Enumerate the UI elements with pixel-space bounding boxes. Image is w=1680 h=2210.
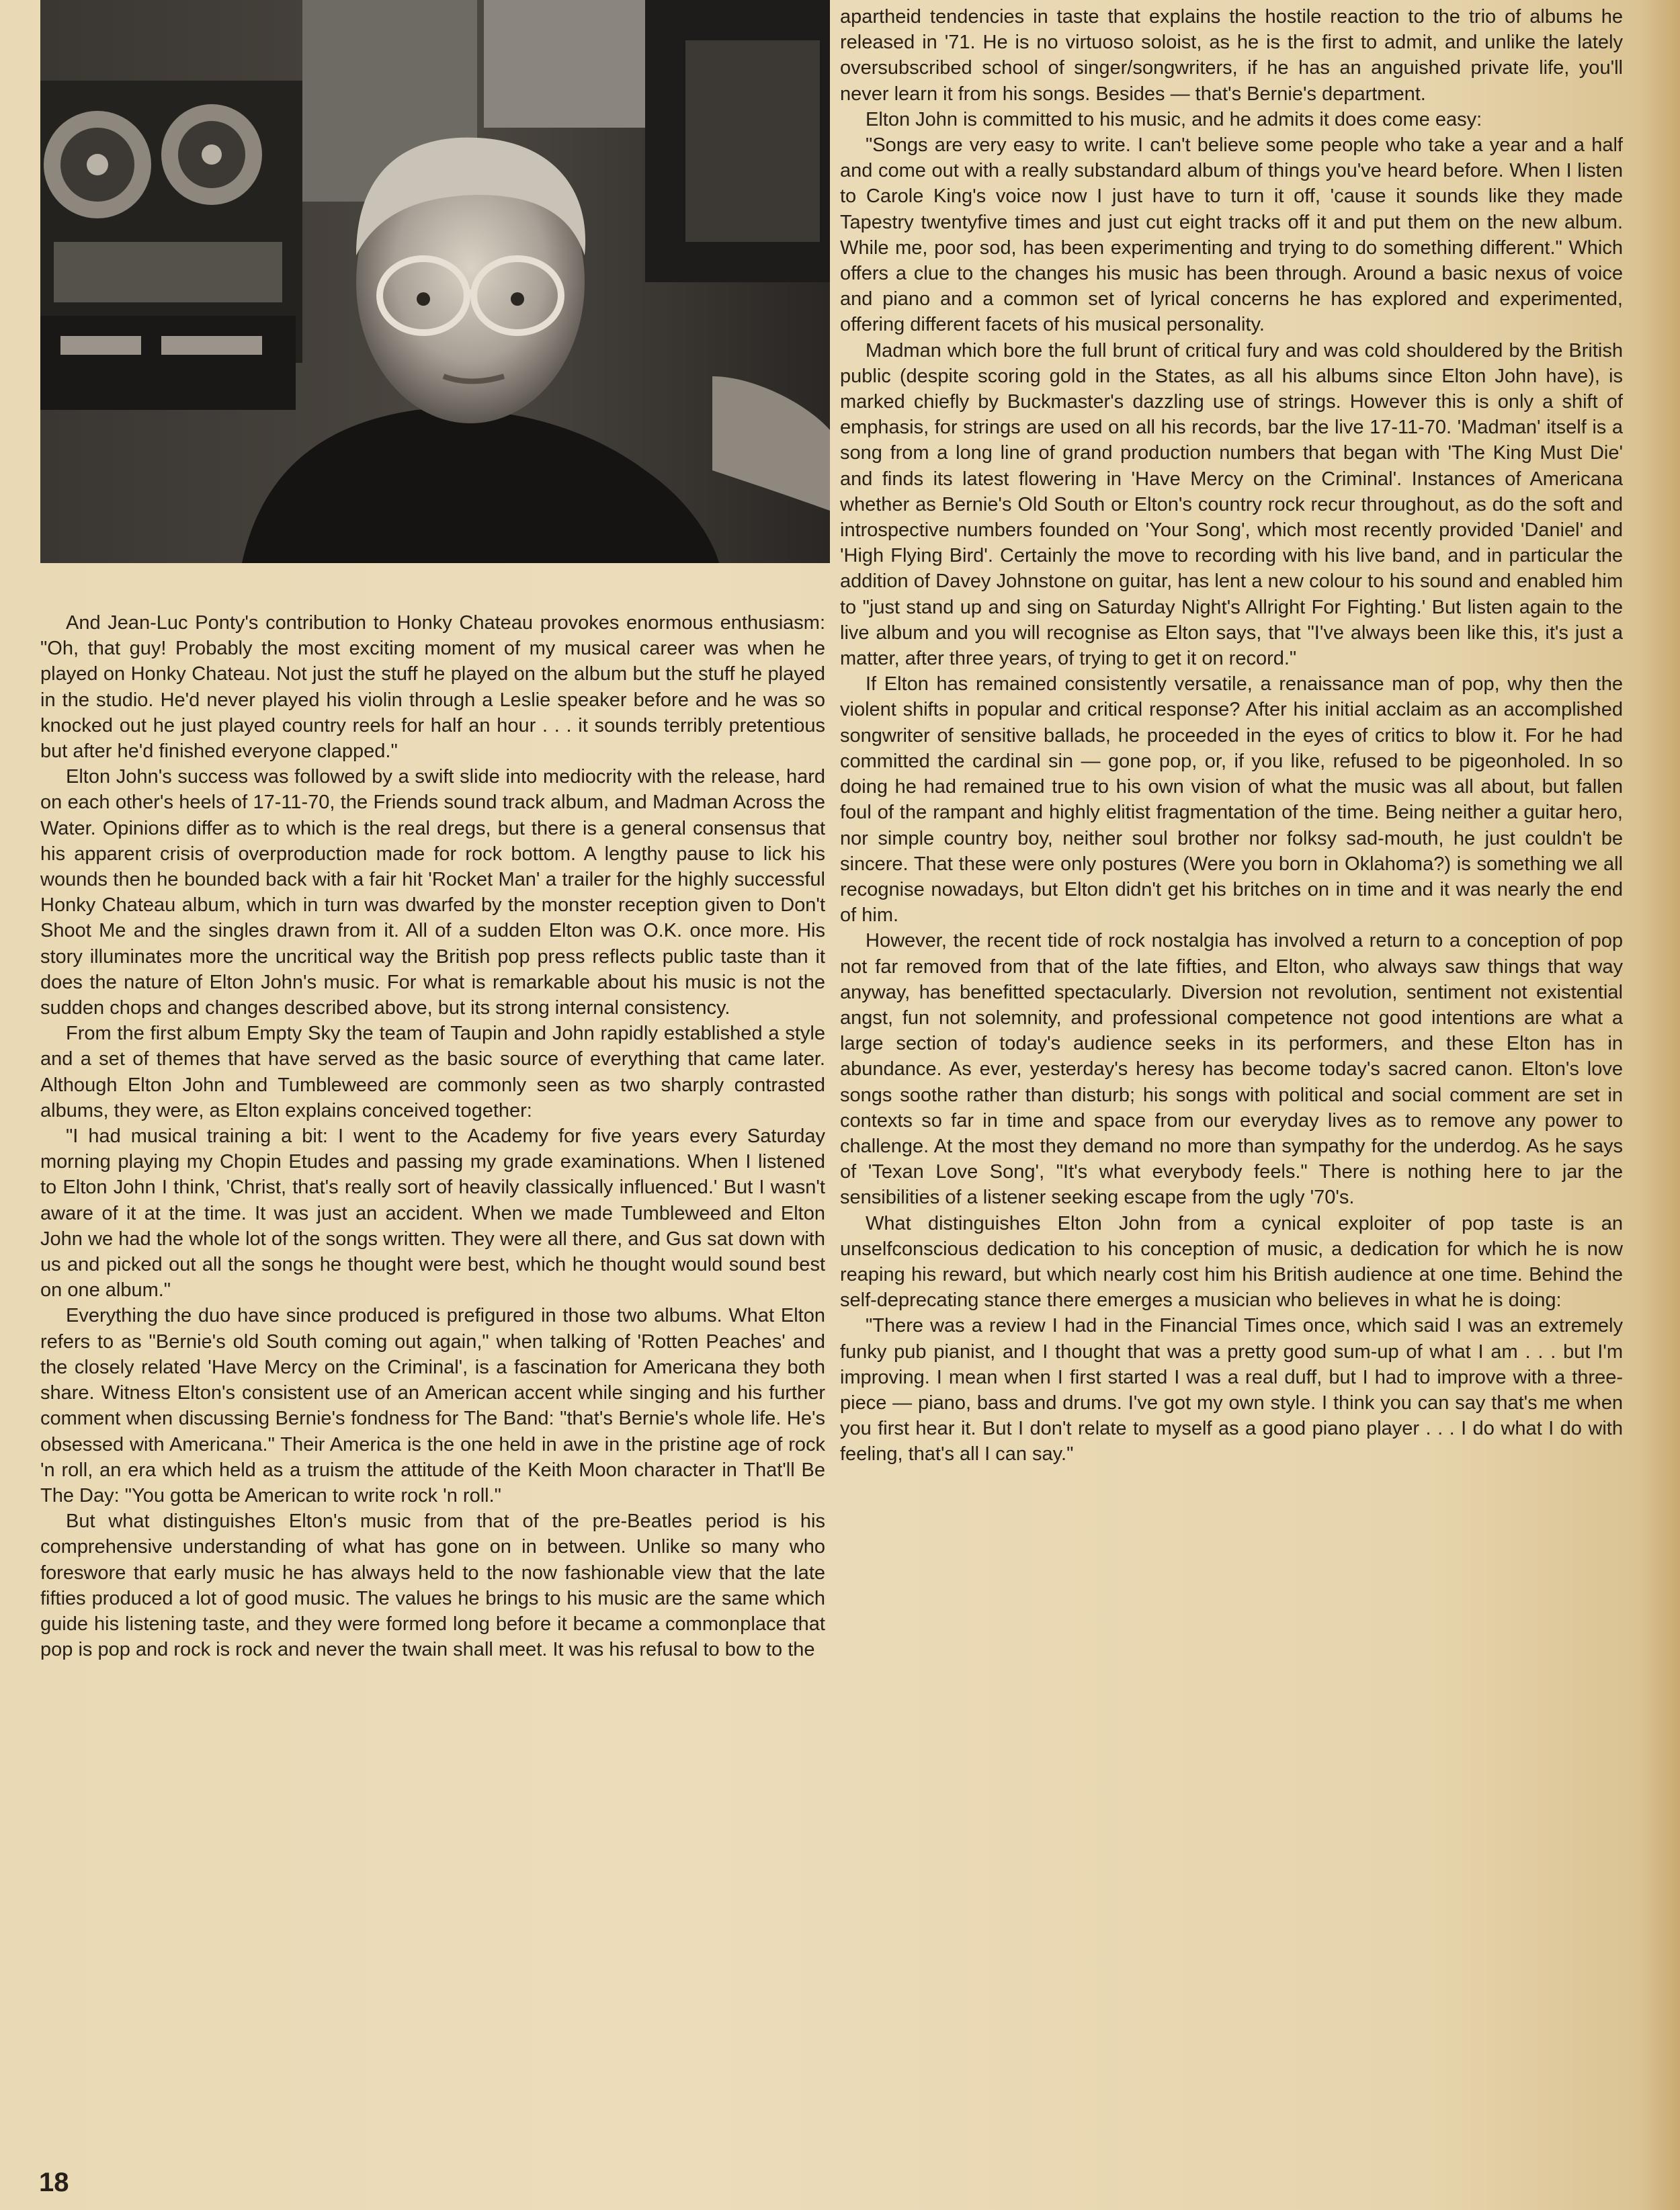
- paragraph: If Elton has remained consistently versatile, a renaissance man of pop, why then the violent shifts in popular and critical response? After his initial acclaim as an accomplished songwriter of sensitive ballads, he proceeded in the eyes of critics to blow it. For he had committed the cardinal sin — gone pop, or, if you like, refused to be pigeonholed. In so doing he had remained true to his own vision of what the music was all about, but fallen foul of the rampant and highly elitist fragmentation of the time. Being neither a guitar hero, nor simple country boy, neither soul brother nor folksy sad-mouth, he just couldn't be sincere. That these were only postures (Were you born in Oklahoma?) is something we all recognise nowadays, but Elton didn't get his britches on in time and it was nearly the end of him.: [840, 673, 1623, 927]
- photo-elton-john-studio: [40, 0, 830, 563]
- paragraph: Elton John's success was followed by a swift slide into mediocrity with the release, hard on each other's heels of 17-11-70, the Friends sound track album, and Madman Across the Water. Opinions differ as to which is the real dregs, but there is a general consensus that his apparent crisis of overproduction made for rock bottom. A lengthy pause to lick his wounds then he bounded back with a fair hit 'Rocket Man' a trailer for the highly successful Honky Chateau album, which in turn was dwarfed by the monster reception given to Don't Shoot Me and the singles drawn from it. All of a sudden Elton was O.K. once more. His story illuminates more the uncritical way the British pop press reflects public taste than it does the nature of Elton John's music. For what is remarkable about his music is not the sudden chops and changes described above, but its strong internal consistency.: [40, 766, 825, 1019]
- article-left-column: [40, 610, 825, 1662]
- page-edge-shadow: [1640, 0, 1680, 2210]
- photo-image: [40, 0, 830, 563]
- paragraph: But what distinguishes Elton's music from that of the pre-Beatles period is his comprehensive understanding of what has gone on in between. Unlike so many who foreswore that early music he has always held to the now fashionable view that the late fifties produced a lot of good music. The values he brings to his music are the same which guide his listening taste, and they were formed long before it became a commonplace that pop is pop and rock is rock and never the twain shall meet. It was his refusal to bow to the: [40, 1511, 825, 1661]
- paragraph: "I had musical training a bit: I went to the Academy for five years every Saturday morning playing my Chopin Etudes and passing my grade examinations. When I listened to Elton John I think, 'Christ, that's really sort of heavily classically influenced.' But I wasn't aware of it at the time. It was just an accident. When we made Tumbleweed and Elton John we had the whole lot of the songs written. They were all there, and Gus sat down with us and picked out all the songs he thought were best, which he thought would sound best on one album.": [40, 1125, 825, 1302]
- paragraph: And Jean-Luc Ponty's contribution to Honky Chateau provokes enormous enthusiasm: "Oh, that guy! Probably the most exciting moment of my musical career was when he played on Honky Chateau. Not just the stuff he played on the album but the stuff he played in the studio. He'd never played his violin through a Leslie speaker before and he was so knocked out he just played country reels for half an hour . . . it sounds terribly pretentious but after he'd finished everyone clapped.": [40, 612, 825, 763]
- paragraph: What distinguishes Elton John from a cynical exploiter of pop taste is an unselfconscious dedication to his conception of music, a dedication for which he is now reaping his reward, but which nearly cost him his British audience at one time. Behind the self-deprecating stance there emerges a musician who believes in what he is doing:: [840, 1212, 1623, 1312]
- paragraph: From the first album Empty Sky the team of Taupin and John rapidly established a style and a set of themes that have served as the basic source of everything that came later. Although Elton John and Tumbleweed are commonly seen as two sharply contrasted albums, they were, as Elton explains conceived together:: [40, 1023, 825, 1121]
- paragraph: "There was a review I had in the Financial Times once, which said I was an extremely funky pub pianist, and I thought that was a pretty good sum-up of what I am . . . but I'm improving. I mean when I first started I was a real duff, but I had to improve with a three-piece — piano, bass and drums. I've got my own style. I think you can say that's me when you first hear it. But I don't relate to myself as a good piano player . . . I do what I do with feeling, that's all I can say.": [840, 1315, 1623, 1465]
- paragraph: "Songs are very easy to write. I can't believe some people who take a year and a half and come out with a really substandard album of things you've heard before. When I listen to Carole King's voice now I just have to turn it off, 'cause it sounds like they made Tapestry twentyfive times and just cut eight tracks off it and put them on the new album. While me, poor sod, has been experimenting and trying to do something different." Which offers a clue to the changes his music has been through. Around a basic nexus of voice and piano and a common set of lyrical concerns he has explored and experimented, offering different facets of his musical personality.: [840, 134, 1623, 336]
- paragraph: Elton John is committed to his music, and he admits it does come easy:: [866, 108, 1482, 130]
- article-right-column: [840, 4, 1623, 1468]
- page-number: 18: [39, 2168, 69, 2197]
- paragraph: Madman which bore the full brunt of critical fury and was cold shouldered by the British public (despite scoring gold in the States, as all his albums since Elton John have), is marked chiefly by Buckmaster's dazzling use of strings. However this is only a shift of emphasis, for strings are used on all his records, bar the live 17-11-70. 'Madman' itself is a song from a long line of grand production numbers that began with 'The King Must Die' and finds its latest flowering in 'Have Mercy on the Criminal'. Instances of Americana whether as Bernie's Old South or Elton's country rock recur throughout, as do the soft and introspective numbers founded on 'Your Song', which most recently provided 'Daniel' and 'High Flying Bird'. Certainly the move to recording with his live band, and in particular the addition of Davey Johnstone on guitar, has lent a new colour to his sound and enabled him to "just stand up and sing on Saturday Night's Allright For Fighting.' But listen again to the live album and you will recognise as Elton says, that "I've always been like this, it's just a matter, after three years, of trying to get it on record.": [840, 339, 1623, 670]
- paragraph: However, the recent tide of rock nostalgia has involved a return to a conception of pop not far removed from that of the late fifties, and Elton, who always saw things that way anyway, has benefitted spectacularly. Diversion not revolution, sentiment not existential angst, fun not solemnity, and professional competence not good intentions are what a large section of today's audience seeks in its performers, and these Elton has in abundance. As ever, yesterday's heresy has become today's sacred canon. Elton's love songs soothe rather than disturb; his songs with political and social comment are set in contexts so far in time and space from our everyday lives as to remove any power to challenge. At the most they demand no more than sympathy for the underdog. As he says of 'Texan Love Song', "It's what everybody feels." There is nothing here to jar the sensibilities of a listener seeking escape from the ugly '70's.: [840, 930, 1623, 1209]
- paragraph: Everything the duo have since produced is prefigured in those two albums. What Elton refers to as "Bernie's old South coming out again," when talking of 'Rotten Peaches' and the closely related 'Have Mercy on the Criminal', is a fascination for Americana they both share. Witness Elton's consistent use of an American accent while singing and his further comment when discussing Bernie's fondness for The Band: "that's Bernie's whole life. He's obsessed with Americana." Their America is the one held in awe in the pristine age of rock 'n roll, an era which held as a truism the attitude of the Keith Moon character in That'll Be The Day: "You gotta be American to write rock 'n roll.": [40, 1305, 825, 1506]
- paragraph: apartheid tendencies in taste that explains the hostile reaction to the trio of albums he released in '71. He is no virtuoso soloist, as he is the first to admit, and unlike the lately oversubscribed school of singer/songwriters, if he has an anguished private life, you'll never learn it from his songs. Besides — that's Bernie's department.: [840, 6, 1623, 105]
